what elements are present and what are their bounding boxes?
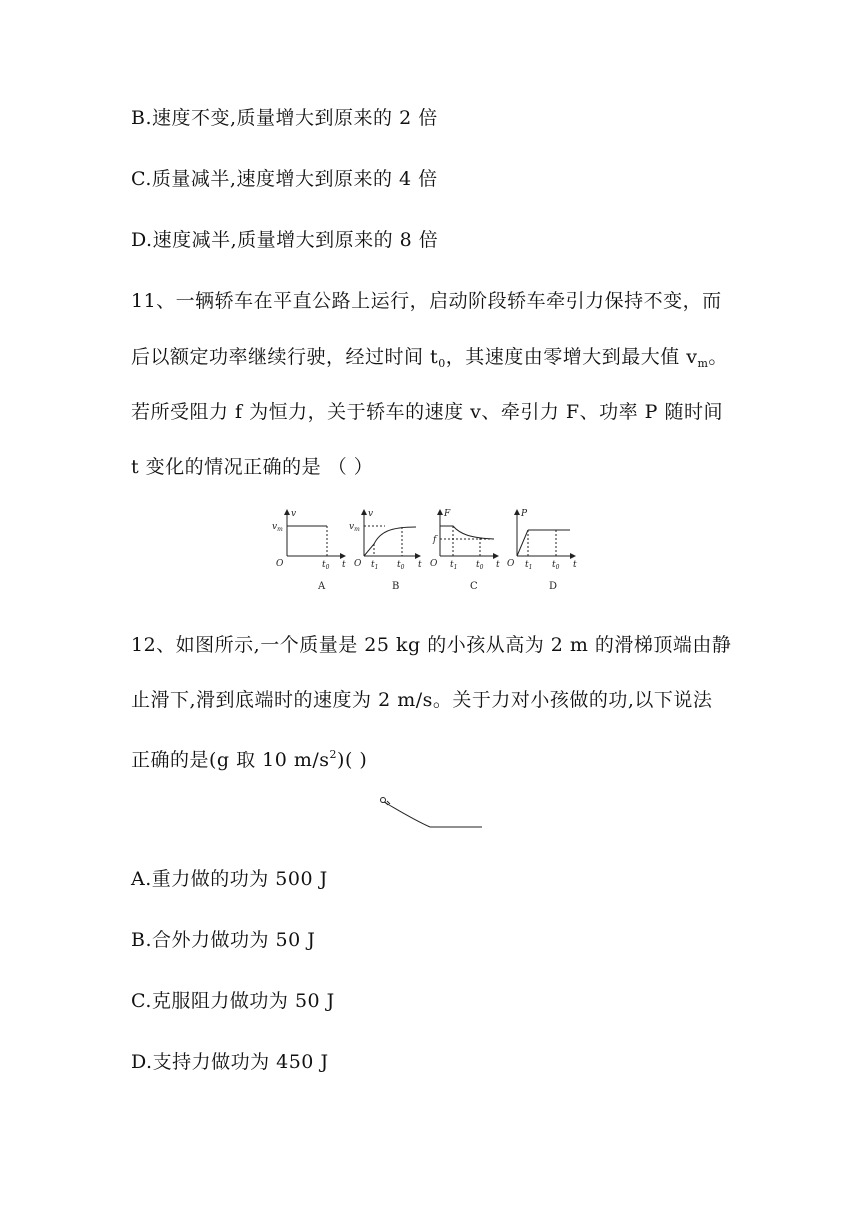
q12-line-3 [131,743,367,772]
a-axis-v: v [291,509,297,519]
q12-option-d: D.支持力做功为 450 J [131,1051,329,1073]
q11-line-2c: 。 [708,346,728,368]
q11-graphs-svg [270,506,590,596]
q11-sub-0: 0 [438,357,446,370]
option-c-q10: C.质量减半,速度增大到原来的 4 倍 [131,168,438,190]
slide-figure [378,796,488,836]
q11-line-4: t 变化的情况正确的是 （ ） [131,456,374,478]
b-origin: O [354,559,362,569]
c-t0: $t_0$ [476,560,484,571]
c-axis-t: t [496,560,500,570]
option-b-q10: B.速度不变,质量增大到原来的 2 倍 [131,107,438,129]
b-t0: $t_0$ [397,560,405,571]
q12-option-b: B.合外力做功为 50 J [131,929,316,951]
q12-line-3a: 正确的是(g 取 10 m/s [131,749,330,771]
d-axis-p: P [521,509,528,519]
b-axis-v: v [368,509,374,519]
c-axis-f: F [444,509,451,519]
a-t0: $t_0$ [322,560,330,571]
a-origin: O [276,559,284,569]
caption-a: A [318,581,326,592]
q12-line-2: 止滑下,滑到底端时的速度为 2 m/s。关于力对小孩做的功,以下说法 [131,689,713,711]
q11-line-2b: ，其速度由零增大到最大值 v [445,346,698,368]
q12-option-c: C.克服阻力做功为 50 J [131,990,335,1012]
option-d-q10: D.速度减半,质量增大到原来的 8 倍 [131,229,439,251]
a-axis-t: t [342,560,346,570]
q12-line-3b: )( ) [337,749,368,771]
a-vm: $v_m$ [272,522,283,533]
q12-sup-2: 2 [329,748,338,761]
d-origin: O [507,559,515,569]
d-t1: $t_1$ [525,560,533,571]
c-origin: O [430,559,438,569]
slide-svg [378,796,488,832]
b-t1: $t_1$ [371,560,379,571]
caption-b: B [392,581,400,592]
q11-line-1: 11、一辆轿车在平直公路上运行，启动阶段轿车牵引力保持不变，而 [131,290,722,312]
q11-sub-m: m [697,357,709,370]
c-t1: $t_1$ [450,560,458,571]
caption-c: C [470,581,478,592]
q11-line-3: 若所受阻力 f 为恒力，关于轿车的速度 v、牵引力 F、功率 P 随时间 [131,401,723,423]
q12-option-a: A.重力做的功为 500 J [131,868,328,890]
d-t0: $t_0$ [552,560,560,571]
q11-graphs-figure [270,506,590,600]
caption-d: D [549,581,558,592]
d-axis-t: t [573,560,577,570]
q11-line-2a: 后以额定功率继续行驶，经过时间 t [131,346,439,368]
q11-line-2 [131,345,728,376]
c-f: f [433,535,437,545]
q12-line-1: 12、如图所示,一个质量是 25 kg 的小孩从高为 2 m 的滑梯顶端由静 [131,634,732,656]
b-axis-t: t [418,560,422,570]
b-vm: $v_m$ [349,522,360,533]
